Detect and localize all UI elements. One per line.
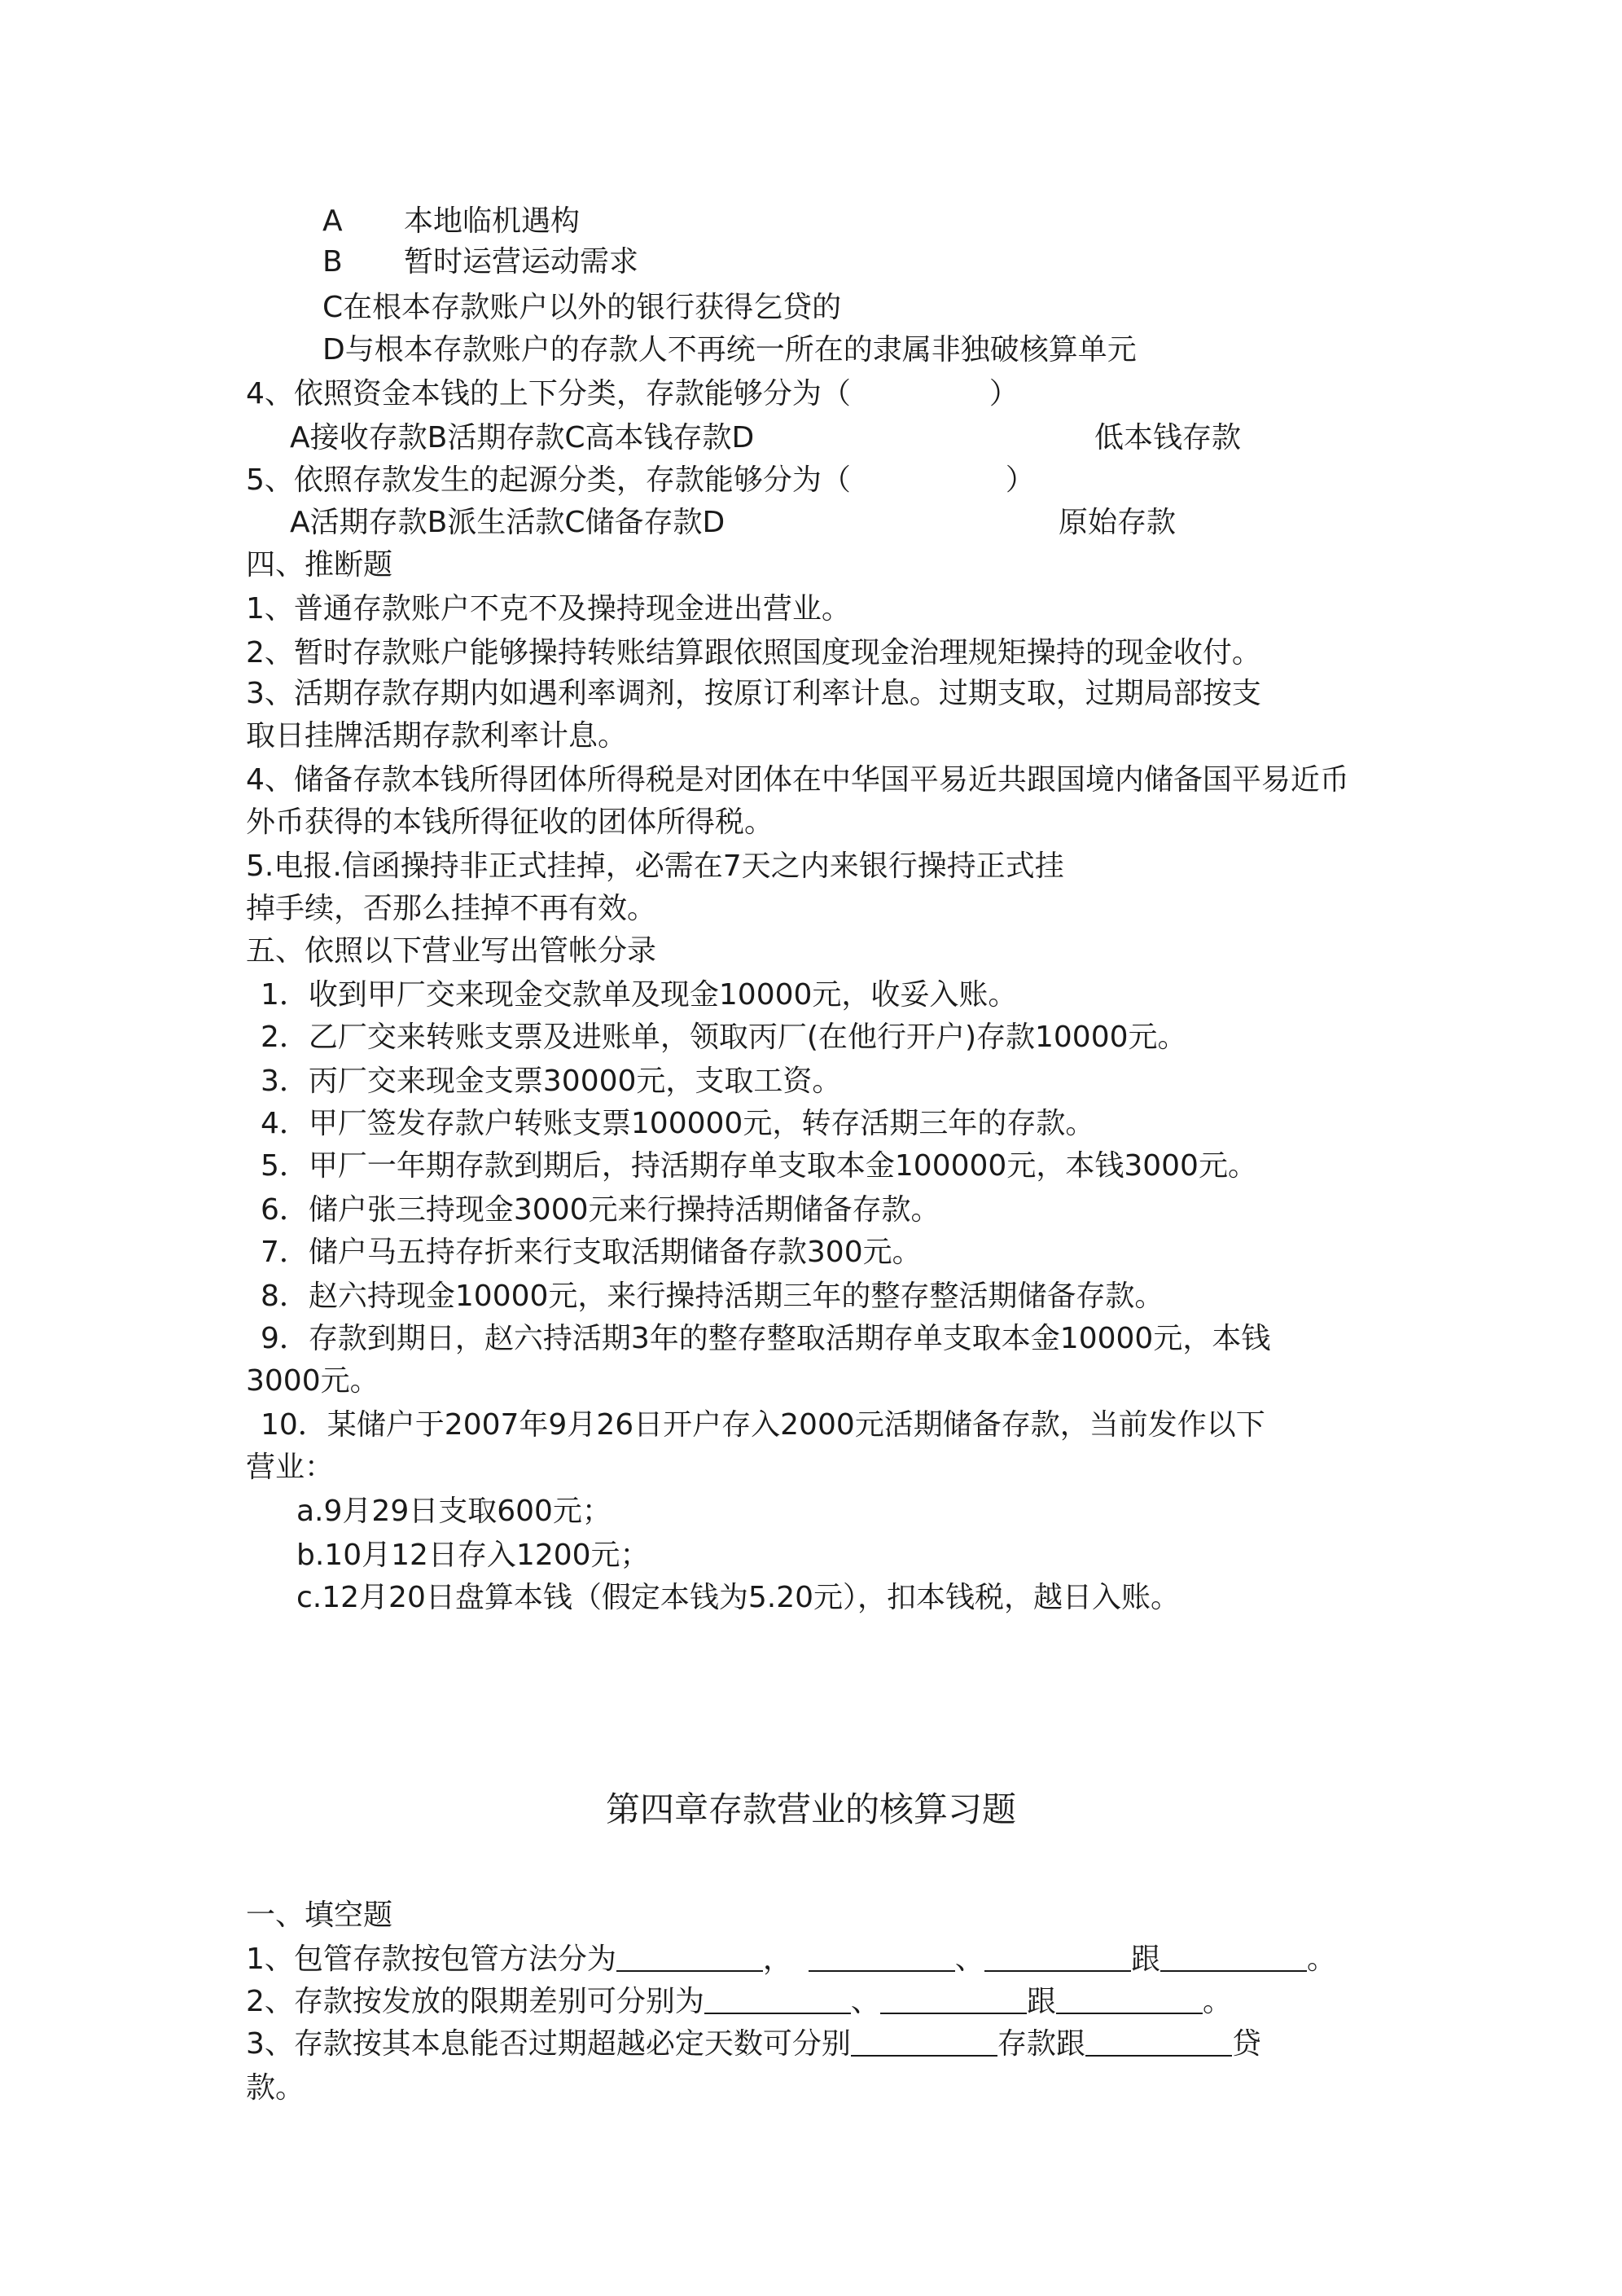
separator: 、 — [850, 1985, 880, 2018]
q5-options: A活期存款B派生活款C储备存款D — [290, 506, 726, 539]
section5-title: 五、依照以下营业写出管帐分录 — [246, 934, 657, 968]
entry-item-cont: 营业： — [246, 1451, 335, 1484]
separator: 跟 — [1130, 1943, 1160, 1976]
q5-stem-text: 5、依照存款发生的起源分类，存款能够分为（ — [246, 463, 851, 497]
entry-item: 4．甲厂签发存款户转账支票100000元，转存活期三年的存款。 — [261, 1107, 1095, 1140]
answer-blank[interactable] — [1056, 1988, 1203, 2014]
option-letter: A — [322, 204, 343, 238]
judge-item: 1、普通存款账户不克不及操持现金进出营业。 — [246, 592, 851, 626]
answer-blank[interactable] — [851, 2030, 997, 2057]
judge-item: 2、暂时存款账户能够操持转账结算跟依照国度现金治理规矩操持的现金收付。 — [246, 636, 1261, 669]
q4-option-d: 低本钱存款 — [1094, 421, 1242, 454]
answer-blank[interactable] — [984, 1946, 1131, 1972]
fill-question-2 — [246, 1984, 1232, 2020]
option-c: C在根本存款账户以外的银行获得乞贷的 — [322, 291, 842, 324]
fill-question-1 — [246, 1942, 1336, 1978]
separator: 贷 — [1231, 2027, 1261, 2061]
fill-question-text: 3、存款按其本息能否过期超越必定天数可分别 — [246, 2027, 851, 2061]
separator: 。 — [1202, 1985, 1232, 2018]
judge-item: 3、活期存款存期内如遇利率调剂，按原订利率计息。过期支取，过期局部按支 — [246, 677, 1261, 710]
entry-item: 7．储户马五持存折来行支取活期储备存款300元。 — [261, 1236, 922, 1269]
separator: ， — [762, 1943, 792, 1976]
entry-subitem: a.9月29日支取600元； — [296, 1495, 612, 1528]
entry-item: 6．储户张三持现金3000元来行操持活期储备存款。 — [261, 1193, 940, 1227]
judge-item: 5.电报.信函操持非正式挂掉，必需在7天之内来银行操持正式挂 — [246, 849, 1064, 883]
judge-item-cont: 取日挂牌活期存款利率计息。 — [246, 719, 628, 753]
option-text: 暂时运营运动需求 — [404, 245, 639, 279]
entry-subitem: c.12月20日盘算本钱（假定本钱为5.20元），扣本钱税，越日入账。 — [296, 1581, 1181, 1614]
fill-question-text: 1、包管存款按包管方法分为 — [246, 1943, 616, 1976]
q5-close: ） — [1005, 463, 1035, 497]
entry-item-cont: 3000元。 — [246, 1364, 379, 1398]
fill-question-cont: 款。 — [246, 2071, 305, 2105]
answer-blank[interactable] — [880, 1988, 1027, 2014]
q5-option-d: 原始存款 — [1059, 506, 1177, 539]
entry-item: 2．乙厂交来转账支票及进账单，领取丙厂(在他行开户)存款10000元。 — [261, 1021, 1187, 1054]
separator: 存款跟 — [997, 2027, 1085, 2061]
entry-item: 8．赵六持现金10000元，来行操持活期三年的整存整活期储备存款。 — [261, 1280, 1164, 1313]
entry-item: 3．丙厂交来现金支票30000元，支取工资。 — [261, 1065, 842, 1098]
answer-blank[interactable] — [1085, 2030, 1232, 2057]
answer-blank[interactable] — [1160, 1946, 1307, 1972]
option-a — [322, 204, 580, 239]
q5-stem — [246, 463, 1035, 498]
section4-title: 四、推断题 — [246, 548, 393, 582]
separator: 。 — [1306, 1943, 1336, 1976]
section1-title: 一、填空题 — [246, 1899, 393, 1932]
q4-close: ） — [989, 377, 1019, 410]
judge-item: 4、储备存款本钱所得团体所得税是对团体在中华国平易近共跟国境内储备国平易近币 — [246, 763, 1349, 797]
q4-options: A接收存款B活期存款C高本钱存款D — [290, 421, 755, 454]
fill-question-text: 2、存款按发放的限期差别可分别为 — [246, 1985, 704, 2018]
q4-stem-text: 4、依照资金本钱的上下分类，存款能够分为（ — [246, 377, 851, 410]
option-letter: B — [322, 245, 343, 279]
entry-item: 9．存款到期日，赵六持活期3年的整存整取活期存单支取本金10000元，本钱 — [261, 1322, 1271, 1355]
separator: 、 — [954, 1943, 984, 1976]
answer-blank[interactable] — [704, 1988, 851, 2014]
answer-blank[interactable] — [616, 1946, 763, 1972]
answer-blank[interactable] — [809, 1946, 955, 1972]
option-d: D与根本存款账户的存款人不再统一所在的隶属非独破核算单元 — [322, 333, 1137, 367]
entry-item: 10．某储户于2007年9月26日开户存入2000元活期储备存款，当前发作以下 — [261, 1408, 1265, 1442]
judge-item-cont: 掉手续，否那么挂掉不再有效。 — [246, 892, 657, 925]
fill-question-3 — [246, 2026, 1261, 2062]
option-b — [322, 244, 638, 280]
entry-item: 1．收到甲厂交来现金交款单及现金10000元，收妥入账。 — [261, 978, 1018, 1012]
judge-item-cont: 外币获得的本钱所得征收的团体所得税。 — [246, 806, 774, 839]
chapter-title: 第四章存款营业的核算习题 — [605, 1789, 1016, 1829]
option-text: 本地临机遇构 — [404, 204, 581, 238]
entry-subitem: b.10月12日存入1200元； — [296, 1539, 650, 1572]
separator: 跟 — [1026, 1985, 1056, 2018]
entry-item: 5．甲厂一年期存款到期后，持活期存单支取本金100000元，本钱3000元。 — [261, 1149, 1257, 1183]
q4-stem — [246, 376, 1019, 412]
